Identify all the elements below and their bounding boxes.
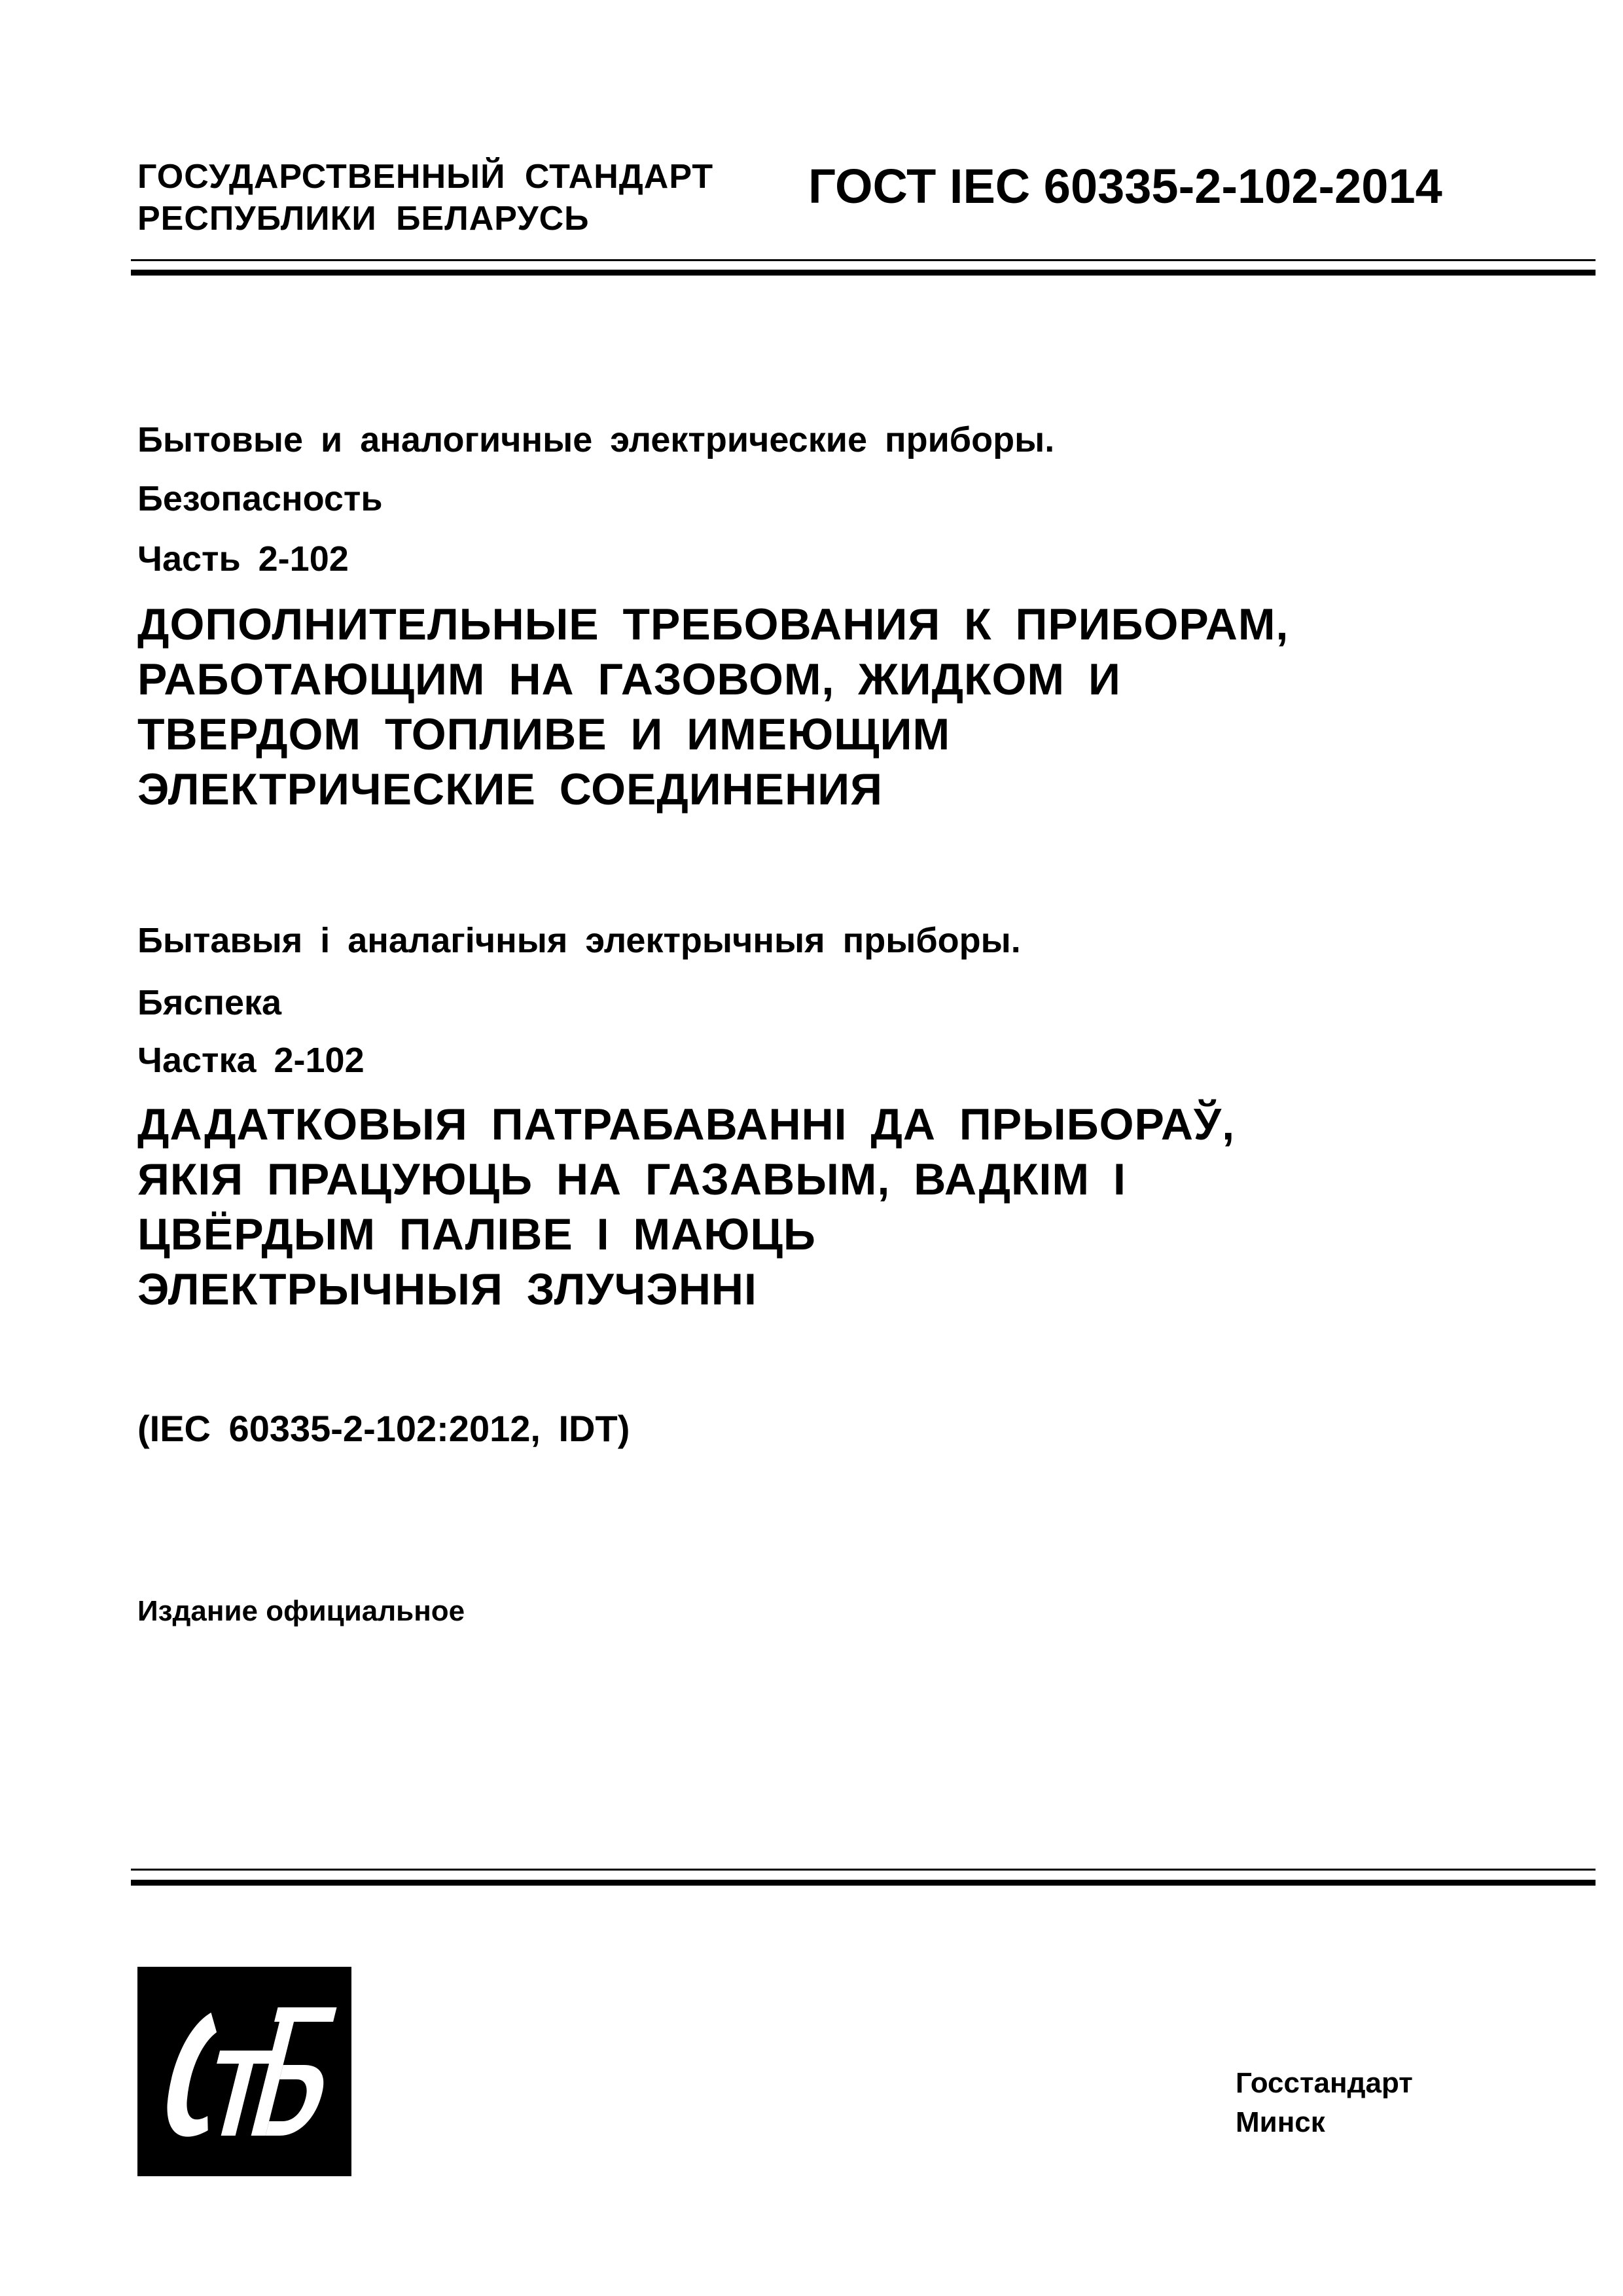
stb-logo-icon [137,1967,351,2176]
top-divider-thin [131,259,1596,261]
org-line-1: ГОСУДАРСТВЕННЫЙ СТАНДАРТ [137,158,714,196]
title-by-main-line: ЭЛЕКТРЫЧНЫЯ ЗЛУЧЭННІ [137,1265,757,1314]
issuing-organization [137,156,713,240]
title-ru-main-line: РАБОТАЮЩИМ НА ГАЗОВОМ, ЖИДКОМ И [137,655,1121,704]
title-ru-line1: Бытовые и аналогичные электрические приборы. [137,420,1055,459]
title-by-part: Частка 2-102 [137,1041,365,1080]
edition-label: Издание официальное [137,1595,465,1627]
org-line-2: РЕСПУБЛИКИ БЕЛАРУСЬ [137,200,590,238]
bottom-divider-thin [131,1869,1596,1871]
iec-reference: (IEC 60335-2-102:2012, IDT) [137,1408,630,1449]
standard-number: ГОСТ IEC 60335-2-102-2014 [808,159,1442,213]
title-by-main-line: ЦВЁРДЫМ ПАЛІВЕ І МАЮЦЬ [137,1210,816,1259]
publisher-name: Госстандарт [1236,2067,1413,2099]
title-ru-line2: Безопасность [137,479,383,518]
bottom-divider-thick [131,1880,1596,1886]
title-by-main-line: ЯКІЯ ПРАЦУЮЦЬ НА ГАЗАВЫМ, ВАДКІМ І [137,1155,1126,1204]
title-by-line2: Бяспека [137,983,282,1022]
title-by-main-line: ДАДАТКОВЫЯ ПАТРАБАВАННІ ДА ПРЫБОРАЎ, [137,1100,1236,1149]
title-by-main [137,1097,1235,1317]
title-ru-main-line: ЭЛЕКТРИЧЕСКИЕ СОЕДИНЕНИЯ [137,764,883,814]
publisher [1236,2064,1413,2142]
title-ru-part: Часть 2-102 [137,539,349,579]
title-ru-main-line: ДОПОЛНИТЕЛЬНЫЕ ТРЕБОВАНИЯ К ПРИБОРАМ, [137,600,1289,649]
title-ru-main [137,597,1289,817]
publisher-city: Минск [1236,2106,1325,2138]
top-divider-thick [131,270,1596,276]
title-ru-main-line: ТВЕРДОМ ТОПЛИВЕ И ИМЕЮЩИМ [137,709,951,759]
title-by-line1: Бытавыя і аналагічныя электрычныя прыборы. [137,921,1021,960]
